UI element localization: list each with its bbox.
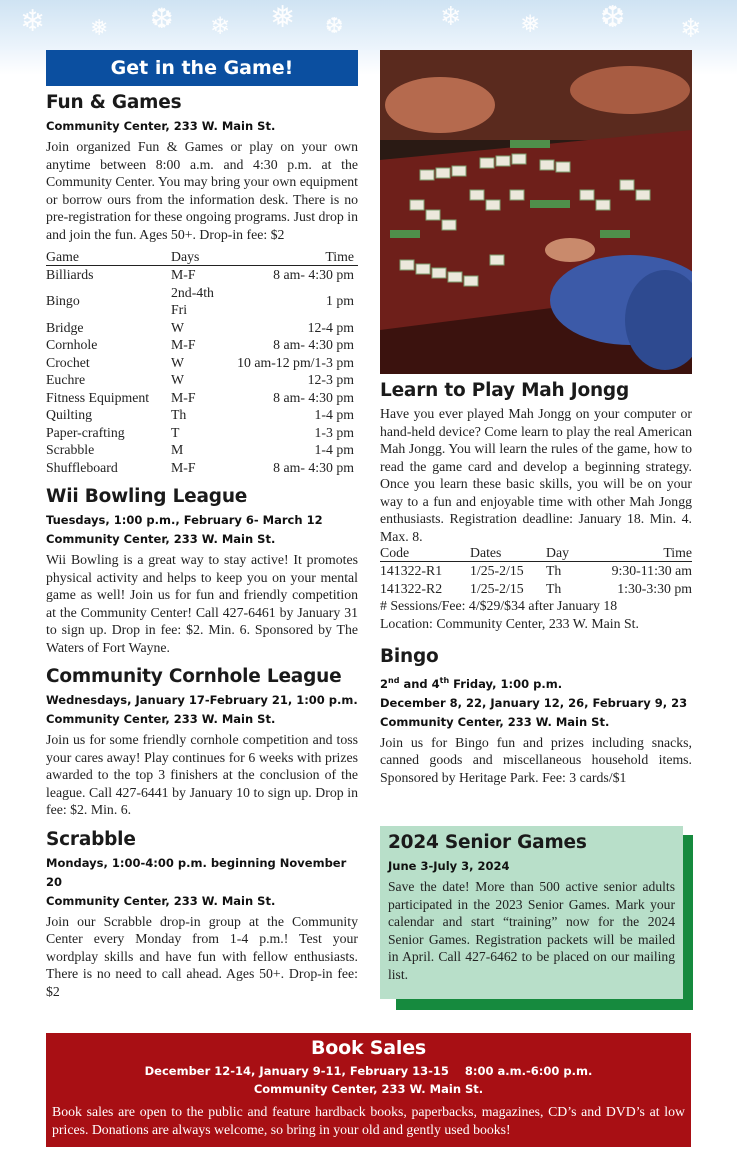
days-cell: M-F [171,459,196,475]
days-cell: M-F [171,389,196,405]
time-cell: 8 am- 4:30 pm [273,389,354,405]
page-banner: Get in the Game! [46,50,358,86]
section-dates: December 8, 22, January 12, 26, February 9, 23 [380,695,688,710]
snowflake-icon: ❄ [680,14,702,44]
table-row [46,319,358,337]
mahjongg-photo-image [380,50,692,374]
mahjongg-table [380,545,692,597]
scrabble-section [46,829,358,1001]
section-location: Community Center, 233 W. Main St. [380,714,610,729]
time-cell: 10 am-12 pm/1-3 pm [237,354,354,370]
table-row [46,406,358,424]
snowflake-icon: ❄ [20,4,46,39]
section-title: Wii Bowling League [46,486,248,507]
section-title: Scrabble [46,828,136,850]
days-cell: W [171,354,185,370]
col-header-game: Game [46,249,171,266]
table-row [46,266,358,284]
time-cell: 1-4 pm [314,442,354,457]
section-dates: June 3-July 3, 2024 [388,859,510,873]
schedule-part: and 4 [399,676,440,691]
mahjongg-fee: # Sessions/Fee: 4/$29/$34 after January 18 [380,598,618,613]
table-row [46,284,358,319]
day-cell: Th [546,563,562,578]
table-row [46,424,358,442]
col-header-dates: Dates [470,545,546,562]
game-cell: Cornhole [46,337,98,352]
section-title: Book Sales [310,1037,427,1059]
mahjongg-photo [380,50,692,374]
dates-cell: 1/25-2/15 [470,580,524,596]
section-location: Community Center, 233 W. Main St. [46,712,276,726]
days-cell: M [171,442,184,457]
section-title: Community Cornhole League [46,666,342,687]
time-cell: 1-3 pm [314,424,354,440]
game-cell: Fitness Equipment [46,389,150,405]
snowflake-icon: ❆ [600,0,626,35]
snowflake-icon: ❆ [325,14,344,39]
cornhole-section [46,666,358,819]
time-cell: 12-4 pm [307,319,354,335]
section-schedule [380,671,692,694]
days-cell: W [171,372,185,387]
section-body: Have you ever played Mah Jongg on your computer or hand-held device? Come learn to play the real American Mah Jongg. You will learn the rules of the game, how to read the game card and develop a beginning strategy. Once you learn these basic skills, you will be on your way to a fun and enjoyable time with other Mah Jongg enthusiasts. Registration deadline: January 18. Min. 4. Max. 8. [380,406,692,544]
game-cell: Billiards [46,267,94,282]
ordinal-suffix: nd [388,676,400,685]
time-cell: 8 am- 4:30 pm [273,459,354,475]
time-cell: 8 am- 4:30 pm [273,267,354,282]
section-schedule: Mondays, 1:00-4:00 p.m. beginning November 20 [46,855,347,889]
days-cell: Th [171,407,187,422]
col-header-time: Time [586,545,692,562]
section-schedule: Wednesdays, January 17-February 21, 1:00 p.m. [46,693,358,707]
time-cell: 1:30-3:30 pm [617,580,692,596]
code-cell: 141322-R1 [380,563,443,578]
ordinal-suffix: th [439,676,450,685]
game-cell: Crochet [46,354,90,370]
section-title: Bingo [380,646,439,667]
game-cell: Bridge [46,319,84,335]
game-cell: Shuffleboard [46,459,118,475]
snowflake-icon: ❅ [90,16,109,41]
schedule-part: 2 [380,676,389,691]
table-row [380,562,692,580]
section-location: Community Center, 233 W. Main St. [46,893,276,908]
book-sales-box [46,1033,691,1147]
section-body: Join us for Bingo fun and prizes including snacks, canned goods and miscellaneous household items. Sponsored by Heritage Park. Fee: 3 cards/$1 [380,734,692,785]
snowflake-icon: ❄ [210,12,231,40]
game-cell: Euchre [46,372,86,387]
right-column [380,380,692,796]
snowflake-icon: ❄ [440,2,462,32]
table-row [380,580,692,598]
time-cell: 12-3 pm [307,372,354,387]
days-cell: M-F [171,337,196,352]
section-body: Join us for some friendly cornhole competition and toss your cares away! Play continues for 6 weeks with prizes awarded to the top 3 finishers at the conclusion of the league. Call 427-6441 by January 10 to sign up. Drop in fee: $2. Min. 6. [46,732,358,817]
game-cell: Quilting [46,407,92,422]
games-table [46,249,358,476]
game-cell: Bingo [46,293,80,309]
section-body: Wii Bowling is a great way to stay active! It promotes physical activity and helps to keep you on your mental game as well! Join us for fun and friendly competition at the Community Center! Call 427-6461 by January 31 to sign up. Drop in fee: $2. Min. 6. Sponsored by The Waters of Fort Wayne. [46,552,358,655]
section-body: Join organized Fun & Games or play on your own anytime between 8:00 a.m. and 4:30 p.m. at the Community Center. You may bring your own equipment or borrow ours from the information desk. There is no pre-registration for these ongoing programs. Just drop in and join the fun. Ages 50+. Drop-in fee: $2 [46,139,358,242]
table-row [46,389,358,407]
left-column [46,92,358,1010]
col-header-time: Time [216,249,358,266]
table-row [46,354,358,372]
section-body: Book sales are open to the public and feature hardback books, paperbacks, magazines, CD’s and DVD’s at low prices. Donations are always welcome, so bring in your old and gently used books! [52,1104,685,1137]
col-header-code: Code [380,545,470,562]
section-title: 2024 Senior Games [388,832,587,853]
time-cell: 1-4 pm [314,407,354,422]
section-schedule: Tuesdays, 1:00 p.m., February 6- March 12 [46,513,323,527]
section-body: Save the date! More than 500 active senior adults participated in the 2023 Senior Games. Mark your calendar and start “training” now for the 2024 Senior Games. Registration packets will be mailed in April. Call 427-6462 to be placed on our mailing list. [388,879,675,982]
days-cell: T [171,424,180,440]
wii-bowling-section [46,486,358,656]
dates-cell: 1/25-2/15 [470,563,524,578]
section-dates: December 12-14, January 9-11, February 13-15 8:00 a.m.-6:00 p.m. [144,1064,593,1078]
time-cell: 1 pm [326,293,354,309]
section-location: Community Center, 233 W. Main St. [46,532,276,546]
snowflake-icon: ❆ [150,2,174,35]
table-row [46,371,358,389]
section-title: Learn to Play Mah Jongg [380,380,630,401]
game-cell: Paper-crafting [46,424,125,440]
fun-games-section [46,92,358,476]
day-cell: Th [546,580,562,596]
table-row [46,336,358,354]
snowflake-icon: ❅ [520,10,541,38]
time-cell: 9:30-11:30 am [611,563,692,578]
col-header-day: Day [546,545,586,562]
mahjongg-section [380,380,692,632]
section-location: Community Center, 233 W. Main St. [46,119,276,133]
section-body: Join our Scrabble drop-in group at the Community Center every Monday from 1-4 p.m.! Test your wordplay skills and have fun with fellow enthusiasts. There is no need to call ahead. Ages 50+. Drop-in fee: $2 [46,913,358,999]
table-row [46,441,358,459]
senior-games-box [380,826,683,999]
days-cell: 2nd-4th Fri [171,284,214,317]
code-cell: 141322-R2 [380,580,443,596]
schedule-part: Friday, 1:00 p.m. [449,676,563,691]
mahjongg-location: Location: Community Center, 233 W. Main St. [380,615,639,631]
section-location: Community Center, 233 W. Main St. [253,1082,484,1096]
days-cell: W [171,319,185,335]
table-row [46,459,358,477]
bingo-section [380,646,692,786]
section-title: Fun & Games [46,92,182,113]
snowflake-icon: ❅ [270,0,296,35]
days-cell: M-F [171,267,196,282]
game-cell: Scrabble [46,442,95,457]
col-header-days: Days [171,249,216,266]
time-cell: 8 am- 4:30 pm [273,337,354,352]
